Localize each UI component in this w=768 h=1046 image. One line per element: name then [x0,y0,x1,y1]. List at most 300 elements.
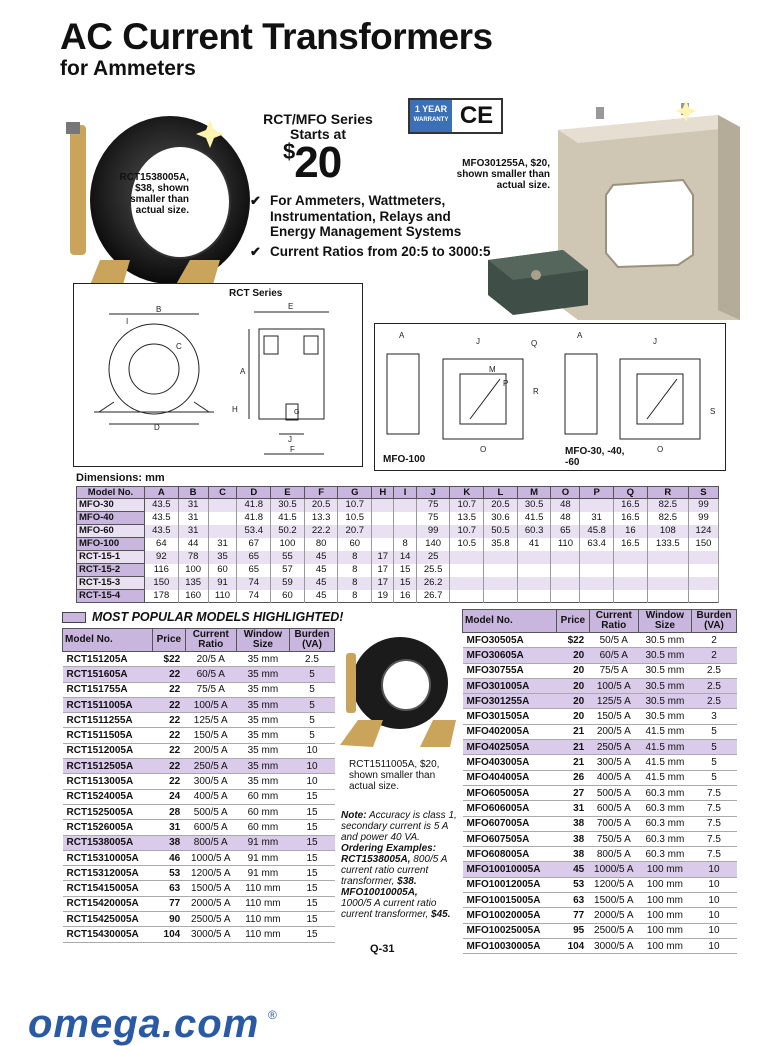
dimension-value-cell [517,551,551,564]
window-cell: 35 mm [236,667,289,682]
table-row [463,724,737,739]
dimension-value-cell [450,564,484,577]
dimension-value-cell: 45 [304,590,338,603]
dimension-value-cell [208,525,237,538]
dimension-model-cell: RCT-15-2 [77,564,145,577]
ratio-cell: 100/5 A [589,678,638,693]
dimension-value-cell: 80 [304,538,338,551]
dimensions-row [77,499,719,512]
dimension-value-cell: 74 [237,590,271,603]
example2-price: $45. [431,909,451,920]
price-cell: 21 [557,724,590,739]
price-cell: 22 [152,759,185,774]
ratio-cell: 2000/5 A [185,896,236,911]
dimension-value-cell: 60.3 [517,525,551,538]
ratio-cell: 2500/5 A [185,912,236,927]
ratio-cell: 200/5 A [185,743,236,758]
dimension-value-cell: 10.5 [450,538,484,551]
table-row [63,682,335,697]
svg-text:A: A [399,331,405,340]
dimension-value-cell: 13.3 [304,512,338,525]
mfo-table-body [463,633,737,954]
dim-col-header: G [338,487,372,499]
dimension-value-cell [580,551,614,564]
model-cell: MFO605005A [463,785,557,800]
dimension-value-cell: 60 [271,590,305,603]
dimension-value-cell [484,590,518,603]
col-header-model: Model No. [463,610,557,633]
window-cell: 35 mm [236,652,289,667]
dimension-value-cell: 35 [208,551,237,564]
model-cell: RCT151755A [63,682,153,697]
table-row [463,801,737,816]
svg-text:S: S [710,407,716,416]
dimension-value-cell: 20.5 [484,499,518,512]
window-cell: 30.5 mm [638,633,691,648]
model-cell: MFO10030005A [463,938,557,953]
price-cell: 77 [152,896,185,911]
dimension-value-cell: 41.8 [237,499,271,512]
dimensions-row [77,538,719,551]
highlight-swatch [62,612,86,623]
accuracy-note [341,810,459,920]
dimension-value-cell: 43.5 [145,512,179,525]
table-row [63,896,335,911]
dimension-value-cell: 41 [517,538,551,551]
dim-col-header: S [688,487,718,499]
warranty-badge-icon [410,100,452,132]
ratio-cell: 500/5 A [589,785,638,800]
dimension-model-cell: RCT-15-4 [77,590,145,603]
dimension-value-cell: 16 [614,525,648,538]
dimension-value-cell: 44 [178,538,208,551]
dimension-value-cell: 26.2 [416,577,450,590]
dimension-value-cell: 91 [208,577,237,590]
window-cell: 110 mm [236,896,289,911]
dimension-value-cell: 64 [145,538,179,551]
ratio-cell: 125/5 A [589,694,638,709]
ratio-cell: 50/5 A [589,633,638,648]
burden-cell: 2.5 [691,663,736,678]
popular-heading-text: MOST POPULAR MODELS HIGHLIGHTED! [92,610,344,624]
dimension-value-cell: 60 [208,564,237,577]
price-cell: 104 [557,938,590,953]
col-header-model: Model No. [63,629,153,652]
window-cell: 110 mm [236,881,289,896]
price-cell: 26 [557,770,590,785]
price-cell: 28 [152,804,185,819]
popular-models-heading [62,610,343,624]
burden-cell: 5 [290,713,335,728]
dimension-value-cell: 8 [338,577,372,590]
ratio-cell: 400/5 A [589,770,638,785]
dimension-value-cell: 82.5 [647,512,688,525]
promo-starts-at: Starts at [289,126,347,142]
price-cell: 104 [152,927,185,942]
dimension-value-cell [372,525,394,538]
burden-cell: 7.5 [691,801,736,816]
dimension-value-cell: 41.5 [517,512,551,525]
dim-col-header: I [394,487,416,499]
burden-cell: 15 [290,850,335,865]
dimension-value-cell: 30.5 [271,499,305,512]
dimension-value-cell [551,551,580,564]
promo-bullet [250,244,500,260]
table-row [63,697,335,712]
price-cell: 20 [557,648,590,663]
svg-text:I: I [126,317,129,326]
table-row [63,927,335,942]
price-cell: 22 [152,774,185,789]
table-row [463,740,737,755]
dimension-value-cell [614,564,648,577]
model-cell: RCT1538005A [63,835,153,850]
dimension-value-cell [614,590,648,603]
ratio-cell: 500/5 A [185,804,236,819]
table-row [463,648,737,663]
example1-model: RCT1538005A, [341,854,411,865]
burden-cell: 2.5 [691,694,736,709]
dimension-value-cell: 17 [372,551,394,564]
table-row [463,893,737,908]
burden-cell: 2 [691,633,736,648]
dimension-value-cell: 45 [304,564,338,577]
model-cell: MFO402505A [463,740,557,755]
price-cell: $22 [557,633,590,648]
note-label: Note: [341,810,367,821]
burden-cell: 15 [290,927,335,942]
price-cell: 38 [557,831,590,846]
window-cell: 35 mm [236,697,289,712]
dim-col-header: A [145,487,179,499]
window-cell: 35 mm [236,713,289,728]
price-cell: 20 [557,663,590,678]
dimension-value-cell: 57 [271,564,305,577]
dim-col-header: D [237,487,271,499]
col-header-window: Window Size [638,610,691,633]
table-row [463,862,737,877]
model-cell: MFO10015005A [463,893,557,908]
dimension-model-cell: RCT-15-3 [77,577,145,590]
dimension-value-cell: 50.5 [484,525,518,538]
price-cell: 53 [152,866,185,881]
price-cell: 22 [152,667,185,682]
dimension-value-cell [688,551,718,564]
model-cell: RCT1526005A [63,820,153,835]
table-row [463,923,737,938]
rct-small-photo-caption: RCT1511005A, $20, shown smaller than actual size. [349,759,440,792]
dimension-value-cell: 100 [271,538,305,551]
dim-col-header: J [416,487,450,499]
price-cell: 20 [557,694,590,709]
dimension-value-cell: 25.5 [416,564,450,577]
col-header-ratio: Current Ratio [185,629,236,652]
model-cell: RCT1525005A [63,804,153,819]
burden-cell: 15 [290,896,335,911]
dimension-value-cell [551,590,580,603]
table-row [463,633,737,648]
dimension-value-cell: 15 [394,577,416,590]
dimension-value-cell: 25 [416,551,450,564]
window-cell: 60.3 mm [638,831,691,846]
burden-cell: 5 [290,667,335,682]
table-row [463,816,737,831]
table-row [463,709,737,724]
model-cell: RCT15425005A [63,912,153,927]
dim-col-header: P [580,487,614,499]
dimension-value-cell [551,564,580,577]
table-row [463,785,737,800]
dimension-value-cell: 48 [551,512,580,525]
burden-cell: 15 [290,912,335,927]
model-cell: MFO301505A [463,709,557,724]
dimension-value-cell: 10.7 [450,499,484,512]
price-currency: $ [283,139,295,164]
dim-col-header: Model No. [77,487,145,499]
mfo30-label: MFO-30, -40, -60 [565,446,625,468]
dimensions-row [77,551,719,564]
svg-text:R: R [533,387,539,396]
dimension-value-cell [580,564,614,577]
window-cell: 60.3 mm [638,816,691,831]
dim-col-header: K [450,487,484,499]
ratio-cell: 250/5 A [589,740,638,755]
bullet-text: For Ammeters, Wattmeters, Instrumentation, Relays and Energy Management Systems [270,193,462,239]
warranty-years: 1 YEAR [414,104,448,114]
table-row [63,881,335,896]
window-cell: 100 mm [638,893,691,908]
svg-text:J: J [476,337,480,346]
example1-price: $38. [397,876,417,887]
dimension-value-cell: 10.7 [450,525,484,538]
dimension-value-cell: 16 [394,590,416,603]
warranty-label: WARRANTY [413,117,449,123]
dimension-value-cell: 16.5 [614,512,648,525]
svg-text:E: E [288,302,294,311]
price-cell: 90 [152,912,185,927]
ordering-label: Ordering Examples: [341,843,437,854]
dimension-value-cell [372,512,394,525]
model-cell: RCT1511005A [63,697,153,712]
mfo-transformer-photo [478,95,768,325]
dimension-value-cell: 31 [178,499,208,512]
dimension-value-cell [394,525,416,538]
dimension-value-cell: 59 [271,577,305,590]
window-cell: 100 mm [638,938,691,953]
burden-cell: 5 [290,728,335,743]
dimension-value-cell: 133.5 [647,538,688,551]
price-cell: 22 [152,728,185,743]
window-cell: 91 mm [236,866,289,881]
dimension-value-cell: 65 [237,564,271,577]
dimension-value-cell [372,499,394,512]
ratio-cell: 1500/5 A [589,893,638,908]
dimension-model-cell: MFO-40 [77,512,145,525]
dimension-value-cell [647,590,688,603]
model-cell: RCT15310005A [63,850,153,865]
burden-cell: 5 [691,724,736,739]
checkmark-icon: ✔ [250,243,261,259]
dimension-value-cell: 150 [688,538,718,551]
table-row [463,770,737,785]
dimension-value-cell: 41.5 [271,512,305,525]
dimension-value-cell: 43.5 [145,499,179,512]
dimension-value-cell: 60 [338,538,372,551]
dimension-value-cell: 92 [145,551,179,564]
dimension-value-cell: 17 [372,564,394,577]
example1-text: 800/5 A current ratio current transformer, [341,854,447,887]
dimension-value-cell [208,512,237,525]
dimension-value-cell [450,577,484,590]
model-cell: MFO301005A [463,678,557,693]
dim-col-header: H [372,487,394,499]
page-subtitle: for Ammeters [60,57,196,80]
table-row [63,759,335,774]
promo-bullets [250,193,500,263]
promo-series-name: RCT/MFO Series [263,111,373,127]
table-row [463,663,737,678]
model-cell: RCT151605A [63,667,153,682]
dim-col-header: R [647,487,688,499]
price-cell: 22 [152,682,185,697]
window-cell: 100 mm [638,877,691,892]
window-cell: 110 mm [236,927,289,942]
burden-cell: 5 [290,697,335,712]
burden-cell: 3 [691,709,736,724]
dimension-value-cell [580,499,614,512]
model-cell: MFO10010005A [463,862,557,877]
rct-small-photo [338,625,460,750]
dimension-value-cell: 55 [271,551,305,564]
dimensions-table [76,486,719,603]
price-cell: 38 [557,847,590,862]
dimension-value-cell: 31 [178,525,208,538]
promo-price [283,138,341,188]
col-header-price: Price [557,610,590,633]
model-cell: RCT1512005A [63,743,153,758]
dimension-value-cell: 110 [208,590,237,603]
dimension-value-cell: 48 [551,499,580,512]
dimension-value-cell [688,564,718,577]
price-cell: 38 [152,835,185,850]
rct-table-body [63,652,335,943]
price-cell: 24 [152,789,185,804]
burden-cell: 7.5 [691,816,736,831]
svg-text:O: O [657,445,664,454]
svg-text:O: O [480,445,487,454]
dimension-value-cell: 41.8 [237,512,271,525]
price-value: 20 [294,138,342,187]
dimension-value-cell: 8 [338,590,372,603]
mfo-series-drawing [374,323,726,471]
table-row [463,831,737,846]
table-row [463,847,737,862]
window-cell: 41.5 mm [638,770,691,785]
price-cell: $22 [152,652,185,667]
burden-cell: 10 [691,877,736,892]
svg-text:J: J [288,435,292,444]
price-cell: 20 [557,709,590,724]
model-cell: MFO402005A [463,724,557,739]
window-cell: 30.5 mm [638,709,691,724]
burden-cell: 15 [290,835,335,850]
price-cell: 31 [557,801,590,816]
price-cell: 20 [557,678,590,693]
table-row [63,850,335,865]
burden-cell: 5 [290,682,335,697]
ratio-cell: 3000/5 A [589,938,638,953]
price-cell: 22 [152,697,185,712]
table-row [63,820,335,835]
burden-cell: 7.5 [691,785,736,800]
dim-col-header: F [304,487,338,499]
burden-cell: 5 [691,740,736,755]
price-cell: 27 [557,785,590,800]
dimension-value-cell: 50.2 [271,525,305,538]
model-cell: RCT1512505A [63,759,153,774]
price-cell: 63 [152,881,185,896]
window-cell: 35 mm [236,682,289,697]
model-cell: MFO403005A [463,755,557,770]
window-cell: 35 mm [236,743,289,758]
price-cell: 95 [557,923,590,938]
dimension-value-cell: 16.5 [614,499,648,512]
dimension-value-cell: 8 [338,551,372,564]
dimension-value-cell: 20.7 [338,525,372,538]
dimension-value-cell: 135 [178,577,208,590]
price-cell: 53 [557,877,590,892]
dimensions-row [77,525,719,538]
dimension-value-cell: 43.5 [145,525,179,538]
dimension-value-cell: 78 [178,551,208,564]
svg-text:H: H [232,405,238,414]
dimension-value-cell: 178 [145,590,179,603]
model-cell: MFO608005A [463,847,557,862]
dimension-value-cell [688,590,718,603]
dimension-value-cell [372,538,394,551]
col-header-window: Window Size [236,629,289,652]
ratio-cell: 75/5 A [589,663,638,678]
window-cell: 30.5 mm [638,648,691,663]
ratio-cell: 100/5 A [185,697,236,712]
col-header-price: Price [152,629,185,652]
dimension-model-cell: MFO-60 [77,525,145,538]
window-cell: 41.5 mm [638,724,691,739]
dim-col-header: B [178,487,208,499]
price-cell: 22 [152,713,185,728]
table-row [63,728,335,743]
ratio-cell: 1200/5 A [185,866,236,881]
dimension-value-cell: 31 [208,538,237,551]
dimension-value-cell: 30.6 [484,512,518,525]
ratio-cell: 1000/5 A [589,862,638,877]
burden-cell: 10 [691,923,736,938]
dimension-value-cell [484,551,518,564]
burden-cell: 10 [290,743,335,758]
model-cell: MFO607005A [463,816,557,831]
price-cell: 38 [557,816,590,831]
table-row [463,938,737,953]
dimension-value-cell [394,512,416,525]
dimension-model-cell: RCT-15-1 [77,551,145,564]
model-cell: MFO301255A [463,694,557,709]
svg-text:J: J [653,337,657,346]
omega-logo[interactable]: omega.com [28,1002,260,1046]
window-cell: 91 mm [236,835,289,850]
svg-text:M: M [489,365,496,374]
dimension-value-cell: 45 [304,551,338,564]
dimension-value-cell [450,551,484,564]
